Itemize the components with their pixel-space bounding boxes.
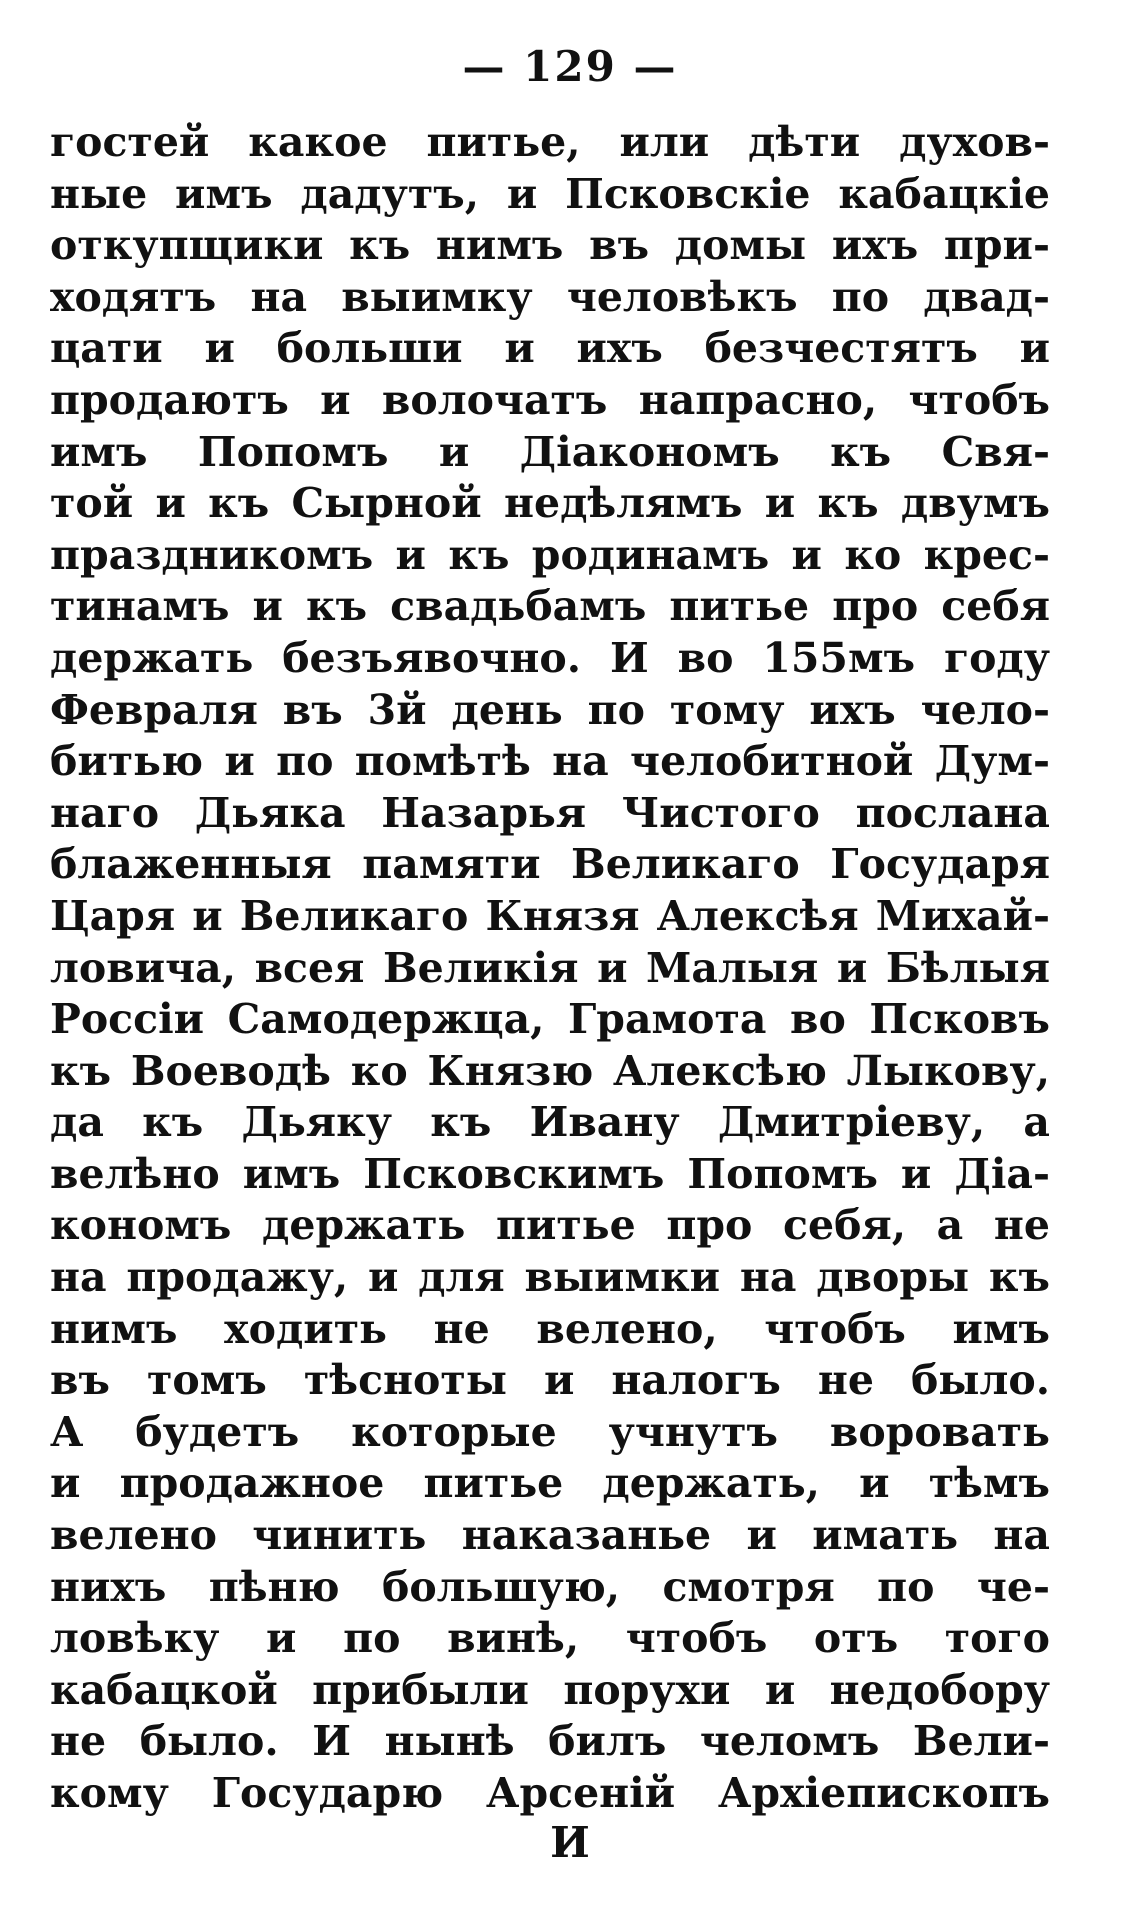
- text-line: Царя и Великаго Князя Алексѣя Михай-: [50, 891, 1050, 940]
- catchword: И: [550, 1818, 590, 1867]
- page-number: — 129 —: [462, 42, 678, 91]
- text-line: цати и больши и ихъ безчестятъ и: [50, 324, 1050, 373]
- text-line: не было. И нынѣ билъ челомъ Вели-: [50, 1717, 1050, 1766]
- text-line: Россіи Самодержца, Грамота во Псковъ: [50, 995, 1050, 1044]
- text-line: имъ Попомъ и Діакономъ къ Свя-: [50, 427, 1050, 476]
- text-line: въ томъ тѣсноты и налогъ не было.: [50, 1356, 1050, 1405]
- text-line: блаженныя памяти Великаго Государя: [50, 840, 1050, 889]
- text-line: откупщики къ нимъ въ домы ихъ при-: [50, 221, 1050, 270]
- text-line: тинамъ и къ свадьбамъ питье про себя: [50, 582, 1050, 631]
- text-line: ходятъ на выимку человѣкъ по двад-: [50, 272, 1050, 321]
- text-line: А будетъ которые учнутъ воровать: [50, 1407, 1050, 1456]
- text-line: къ Воеводѣ ко Князю Алексѣю Лыкову,: [50, 1046, 1050, 1095]
- text-line: велѣно имъ Псковскимъ Попомъ и Діа-: [50, 1149, 1050, 1198]
- text-line: держать безъявочно. И во 155мъ году: [50, 633, 1050, 682]
- text-line: нихъ пѣню большую, смотря по че-: [50, 1562, 1050, 1611]
- text-line: кономъ держать питье про себя, а не: [50, 1201, 1050, 1250]
- text-line: и продажное питье держать, и тѣмъ: [50, 1459, 1050, 1508]
- text-line: ловича, всея Великія и Малыя и Бѣлыя: [50, 943, 1050, 992]
- text-line: продаютъ и волочатъ напрасно, чтобъ: [50, 375, 1050, 424]
- text-line: да къ Дьяку къ Ивану Дмитріеву, а: [50, 1098, 1050, 1147]
- text-line: велено чинить наказанье и имать на: [50, 1511, 1050, 1560]
- text-line: кабацкой прибыли порухи и недобору: [50, 1665, 1050, 1714]
- text-line: гостей какое питье, или дѣти духов-: [50, 118, 1050, 166]
- text-line: кому Государю Арсеній Архіепископъ: [50, 1769, 1050, 1817]
- text-line: той и къ Сырной недѣлямъ и къ двумъ: [50, 479, 1050, 528]
- text-line: праздникомъ и къ родинамъ и ко крес-: [50, 530, 1050, 579]
- text-line: ловѣку и по винѣ, чтобъ отъ того: [50, 1614, 1050, 1663]
- page-body-text: [50, 117, 1050, 1820]
- text-line: нимъ ходить не велено, чтобъ имъ: [50, 1304, 1050, 1353]
- text-line: на продажу, и для выимки на дворы къ: [50, 1253, 1050, 1302]
- text-line: наго Дьяка Назарья Чистого послана: [50, 788, 1050, 837]
- text-line: Февраля въ 3й день по тому ихъ чело-: [50, 685, 1050, 734]
- text-line: ные имъ дадутъ, и Псковскіе кабацкіе: [50, 169, 1050, 218]
- text-line: битью и по помѣтѣ на челобитной Дум-: [50, 737, 1050, 786]
